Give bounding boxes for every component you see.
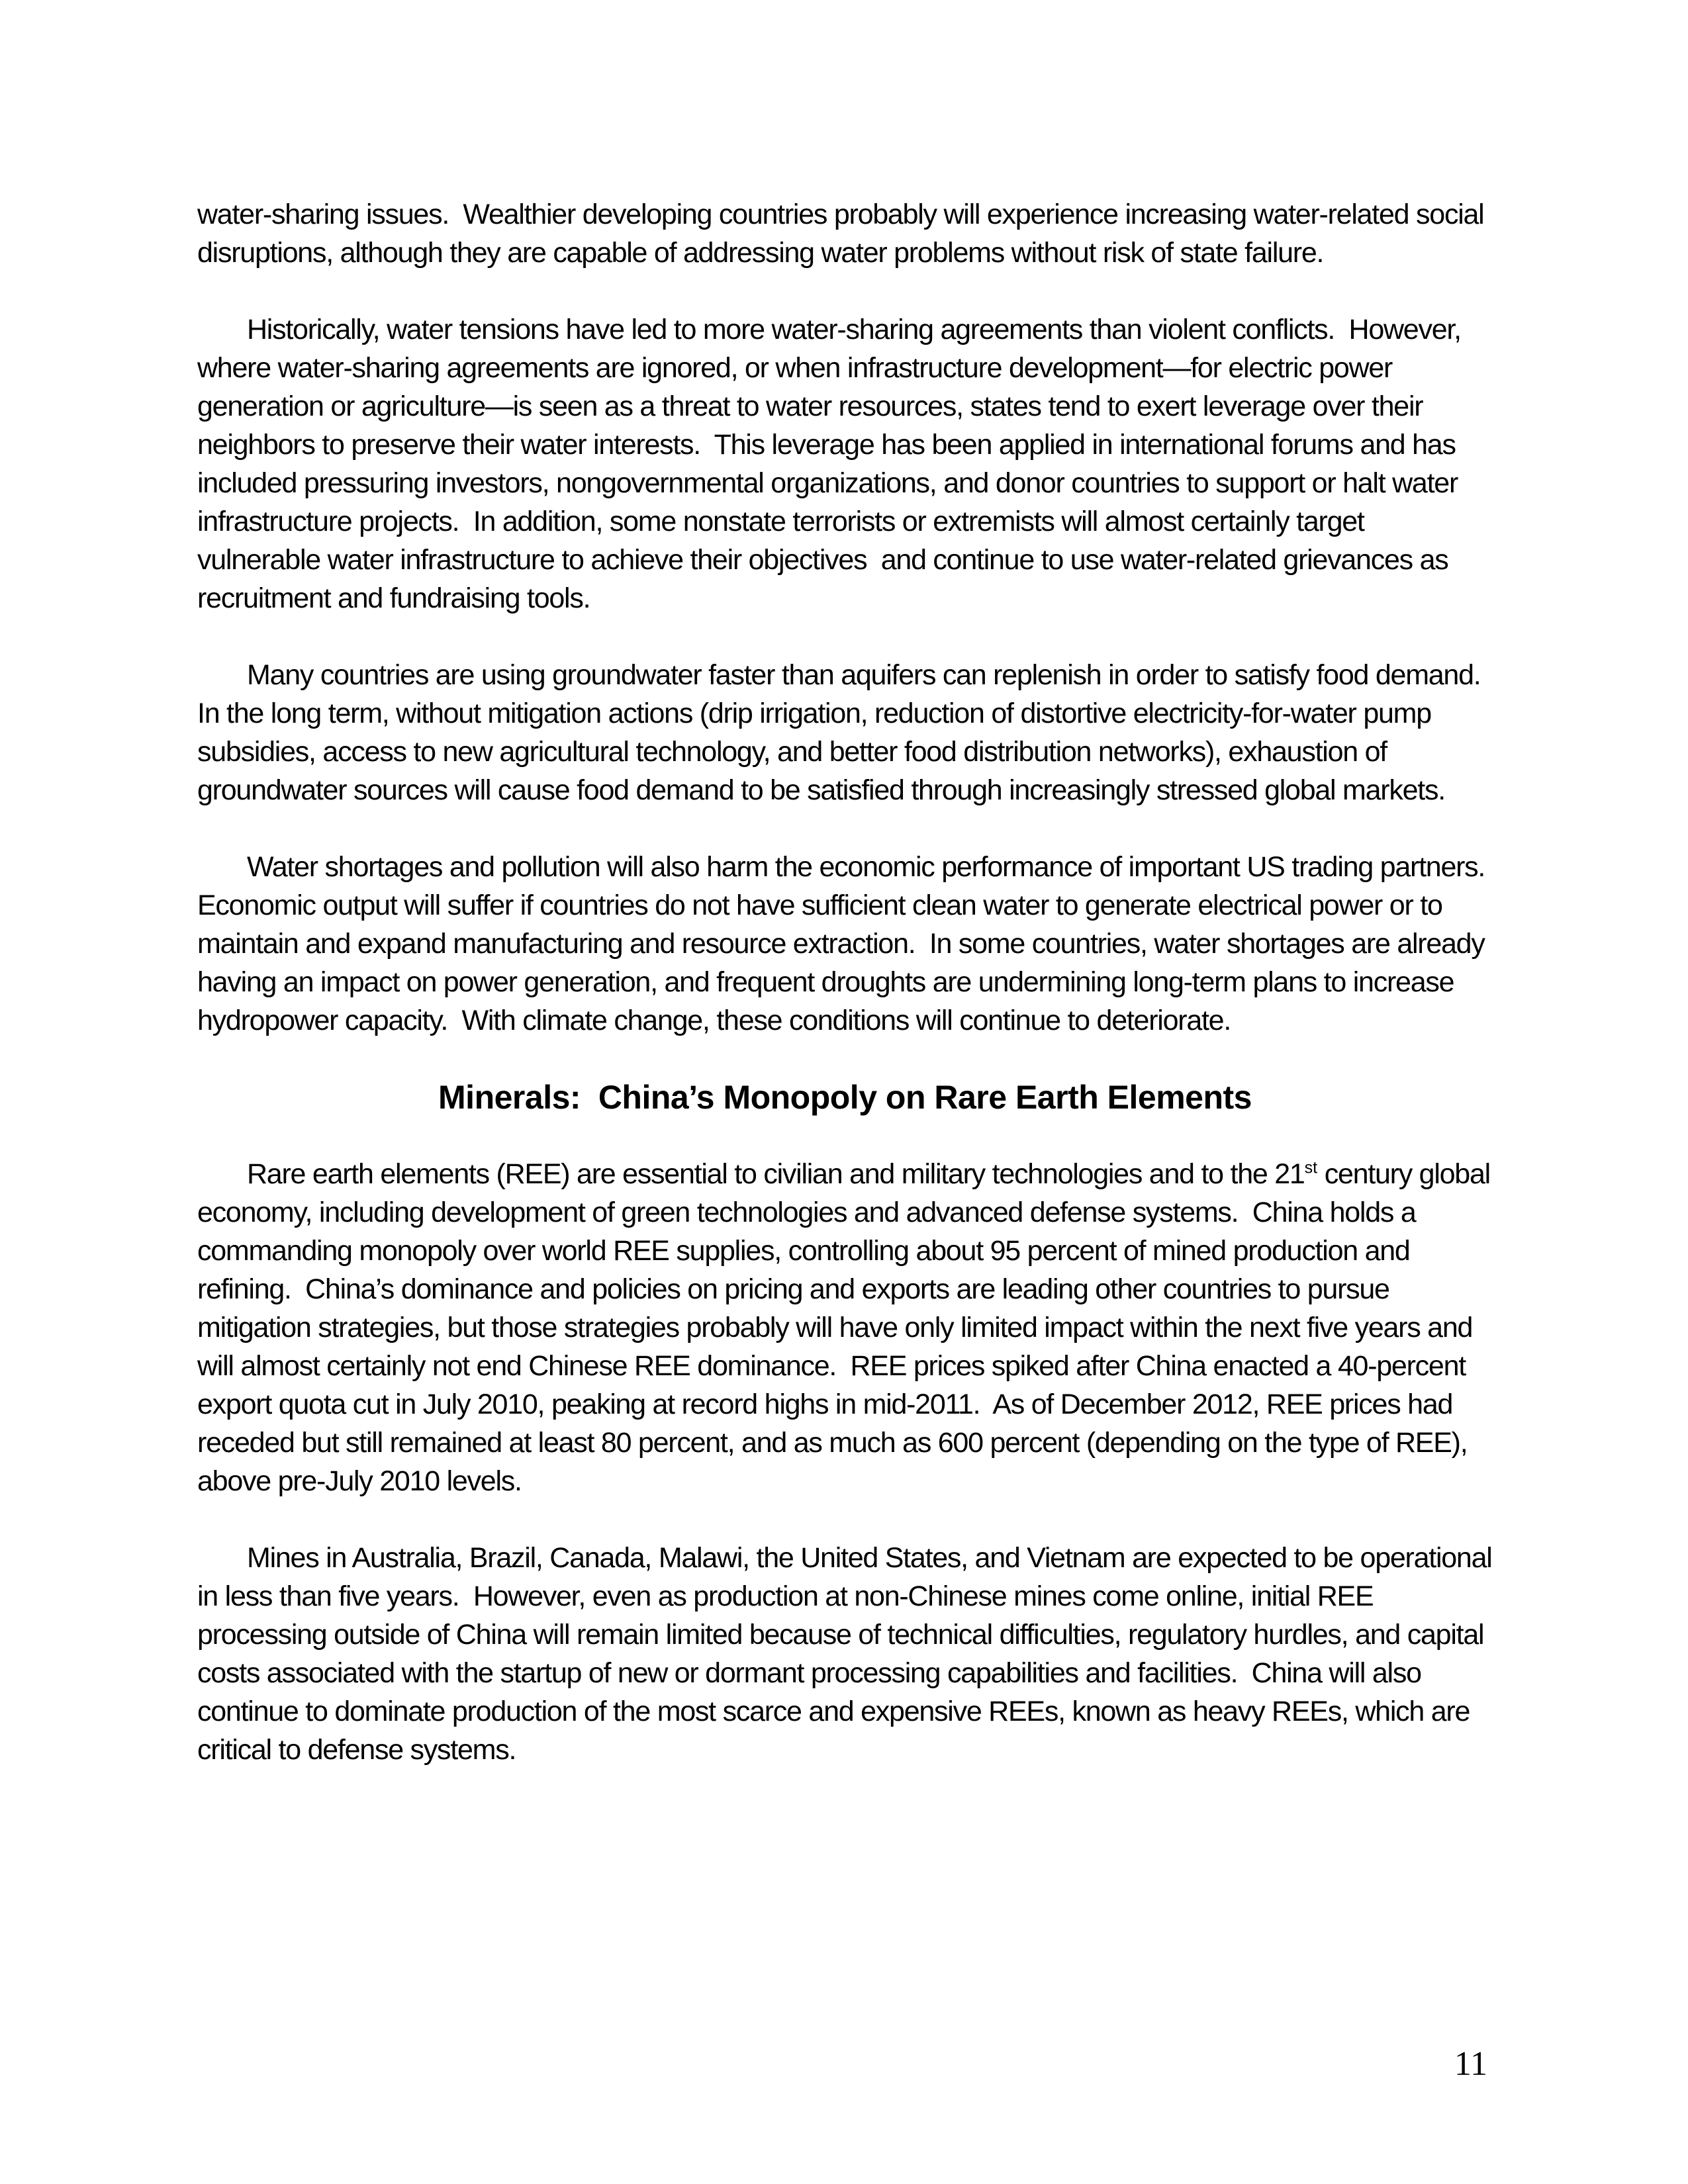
paragraph-rare-earth-text-rest: century global economy, including development of green technologies and advanced defense systems. China holds a commanding monopoly over world REE supplies, controlling about 95 percent of mined production and refining. China’s dominance and policies on pricing and exports are leading other countries to pursue mitigation strategies, but those strategies probably will have only limited impact within the next five years and will almost certainly not end Chinese REE dominance. REE prices spiked after China enacted a 40-percent export quota cut in July 2010, peaking at record highs in mid-2011. As of December 2012, REE prices had receded but still remained at least 80 percent, and as much as 600 percent (depending on the type of REE), above pre-July 2010 levels. (197, 1158, 1497, 1497)
ordinal-superscript-st: st (1304, 1158, 1317, 1177)
paragraph-mines-outside-china: Mines in Australia, Brazil, Canada, Malawi, the United States, and Vietnam are expected to be operational in less than five years. However, even as production at non-Chinese mines come online, initial REE processing outside of China will remain limited because of technical difficulties, regulatory hurdles, and capital costs associated with the startup of new or dormant processing capabilities and facilities. China will also continue to dominate production of the most scarce and expensive REEs, known as heavy REEs, which are critical to defense systems. (197, 1542, 1499, 1766)
page-number: 11 (1454, 2045, 1487, 2083)
paragraph-water-sharing-continuation: water-sharing issues. Wealthier developing countries probably will experience increasing water-related social disruptions, although they are capable of addressing water problems without risk of state failure. (197, 199, 1491, 269)
page-body (197, 195, 1499, 1807)
paragraph-rare-earth-text-start: Rare earth elements (REE) are essential to civilian and military technologies and to the 21 (247, 1158, 1305, 1190)
paragraph-water-shortages-economy: Water shortages and pollution will also harm the economic performance of important US trading partners. Economic output will suffer if countries do not have sufficient clean water to generate electrical power or to maintain and expand manufacturing and resource extraction. In some countries, water shortages are already having an impact on power generation, and frequent droughts are undermining long-term plans to increase hydropower capacity. With climate change, these conditions will continue to deteriorate. (197, 851, 1499, 1036)
section-heading-minerals: Minerals: China’s Monopoly on Rare Earth Elements (438, 1079, 1252, 1116)
paragraph-historically-water-tensions: Historically, water tensions have led to more water-sharing agreements than violent conflicts. However, where water-sharing agreements are ignored, or when infrastructure development—for electric power generation or agriculture—is seen as a threat to water resources, states tend to exert leverage over their neighbors to preserve their water interests. This leverage has been applied in international forums and has included pressuring investors, nongovernmental organizations, and donor countries to support or halt water infrastructure projects. In addition, some nonstate terrorists or extremists will almost certainly target vulnerable water infrastructure to achieve their objectives and continue to use water-related grievances as recruitment and fundraising tools. (197, 314, 1468, 614)
paragraph-groundwater-depletion: Many countries are using groundwater faster than aquifers can replenish in order to satisfy food demand. In the long term, without mitigation actions (drip irrigation, reduction of distortive electricity-for-water pump subsidies, access to new agricultural technology, and better food distribution networks), exhaustion of groundwater sources will cause food demand to be satisfied through increasingly stressed global markets. (197, 659, 1495, 806)
paragraph-rare-earth-elements (197, 1155, 1497, 1500)
